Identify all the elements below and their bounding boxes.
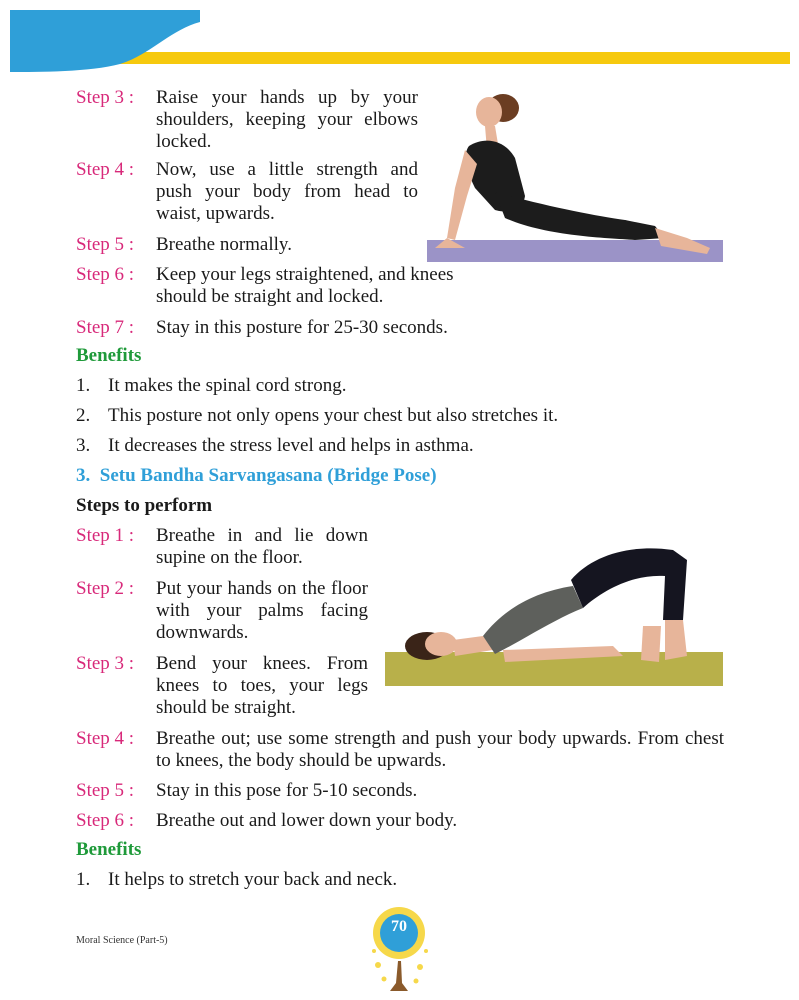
step-label: Step 7 : — [76, 317, 135, 338]
item-number: 2. — [76, 405, 91, 426]
step-text: Put your hands on the floor with your palms facing downwards. — [156, 578, 368, 643]
item-number: 1. — [76, 375, 91, 396]
benefits-heading: Benefits — [76, 345, 142, 366]
step-label: Step 6 : — [76, 810, 135, 831]
item-text: This posture not only opens your chest but also stretches it. — [108, 405, 559, 426]
benefits-heading: Benefits — [76, 839, 142, 860]
header-decoration — [0, 0, 799, 80]
step-label: Step 2 : — [76, 578, 135, 599]
step-text: Breathe out; use some strength and push your body upwards. From chest to knees, the body should be upwards. — [156, 728, 724, 771]
item-text: It makes the spinal cord strong. — [108, 375, 347, 396]
step-label: Step 4 : — [76, 728, 135, 749]
step-text: Breathe out and lower down your body. — [156, 810, 458, 831]
bridge-pose-illustration — [383, 540, 725, 690]
item-number: 1. — [76, 869, 91, 890]
cobra-pose-illustration — [425, 88, 725, 268]
steps-heading: Steps to perform — [76, 495, 213, 516]
step-label: Step 5 : — [76, 780, 135, 801]
step-text: Stay in this pose for 5-10 seconds. — [156, 780, 418, 801]
step-text: Bend your knees. From knees to toes, your legs should be straight. — [156, 653, 368, 718]
page-number: 70 — [391, 918, 407, 935]
step-text: Stay in this posture for 25-30 seconds. — [156, 317, 448, 338]
item-number: 3. — [76, 435, 91, 456]
step-text: Now, use a little strength and push your body from head to waist, upwards. — [156, 159, 418, 224]
step-text: Breathe normally. — [156, 234, 292, 255]
step-label: Step 1 : — [76, 525, 135, 546]
step-label: Step 4 : — [76, 159, 135, 180]
section-title: 3. Setu Bandha Sarvangasana (Bridge Pose) — [76, 465, 437, 486]
item-text: It decreases the stress level and helps in asthma. — [108, 435, 474, 456]
step-label: Step 5 : — [76, 234, 135, 255]
step-label: Step 3 : — [76, 87, 135, 108]
step-text: Breathe in and lie down supine on the floor. — [156, 525, 368, 568]
step-text: Keep your legs straightened, and knees should be straight and locked. — [156, 264, 454, 307]
step-text: Raise your hands up by your shoulders, keeping your elbows locked. — [156, 87, 418, 152]
book-title: Moral Science (Part-5) — [76, 935, 168, 946]
item-text: It helps to stretch your back and neck. — [108, 869, 398, 890]
step-label: Step 6 : — [76, 264, 135, 285]
step-label: Step 3 : — [76, 653, 135, 674]
